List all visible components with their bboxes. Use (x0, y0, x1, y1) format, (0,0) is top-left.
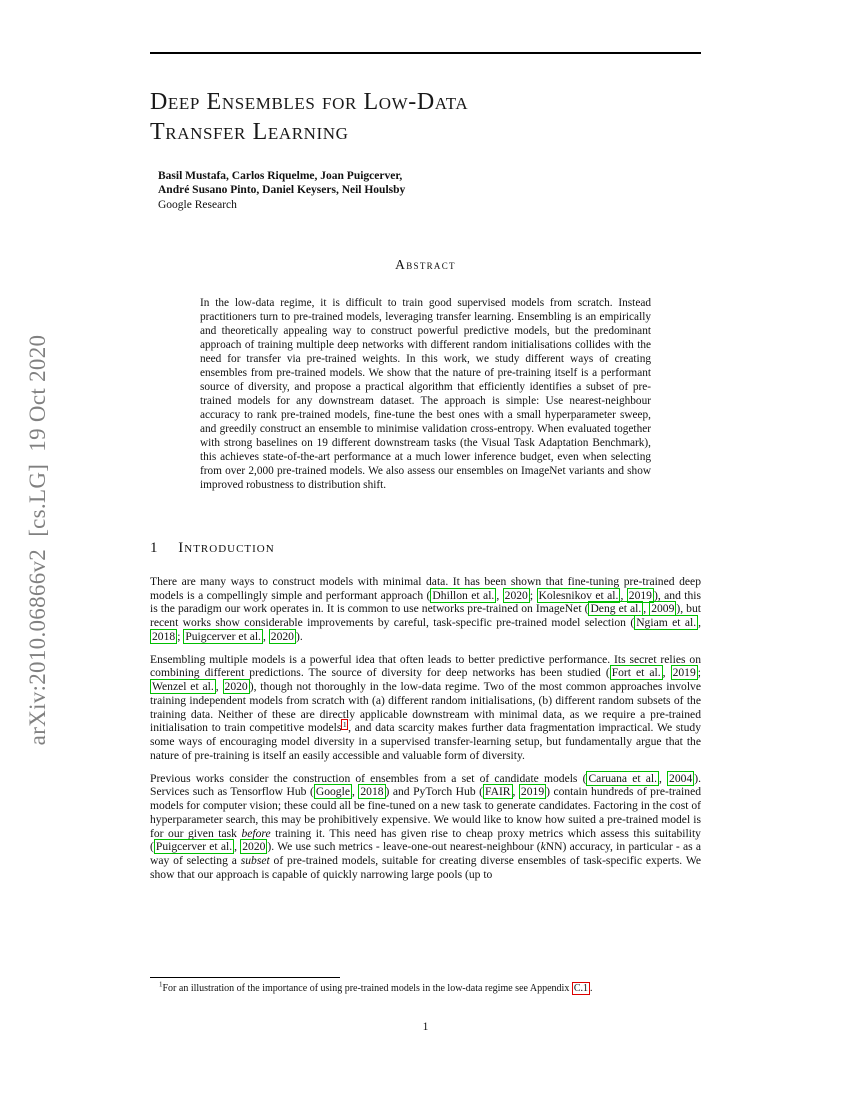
emphasis-text: before (241, 826, 271, 840)
intro-paragraph-1: There are many ways to construct models with minimal data. It has been shown that fine-tuning pre-trained deep models is a compellingly simple and performant approach ( Dhillon et al. , 2020 ; Kolesnikov et al. , 2019 ), and this is the paradigm our work operates in. It is common to use networks pre-trained on ImageNet ( Deng et al. , 2009 ), but recent works show considerable improvements by careful, task-specific pre-trained model selection ( Ngiam et al. , 2018 ; Puigcerver et al. , 2020 ). (150, 574, 702, 643)
footnote-text: $^1$For an illustration of the importance of using pre-trained models in the low-data regime see Appendix C.1 . (159, 980, 593, 994)
citation-link[interactable]: 2018 (152, 629, 176, 643)
citation-link[interactable]: 2019 (520, 785, 545, 799)
title-line-2: Transfer Learning (150, 119, 349, 145)
title-line-1: Deep Ensembles for Low-Data (150, 89, 469, 115)
author-block (158, 169, 701, 212)
citation-link[interactable]: 2019 (628, 588, 652, 602)
citation-link[interactable]: Puigcerver et al. (185, 629, 261, 643)
citation-link[interactable]: 2020 (270, 629, 294, 643)
footnote-rule (150, 977, 340, 978)
citation-link[interactable]: 2019 (672, 666, 696, 680)
citation-link[interactable]: Wenzel et al. (152, 680, 214, 694)
arxiv-watermark: arXiv:2010.06866v2 [cs.LG] 19 Oct 2020 (25, 334, 50, 746)
abstract-text: In the low-data regime, it is difficult to train good supervised models from scratch. Instead practitioners turn to pre-trained models, leveraging transfer learning. Ensembling is an empirically and theoretically appealing way to construct powerful predictive models, but the predominant approach of training multiple deep networks with different random initialisations collides with the need for transfer via pre-trained weights. In this work, we study different ways of creating ensembles from pre-trained models. We show that the nature of pre-training itself is a performant source of diversity, and propose a practical algorithm that efficiently identifies a subset of pre-trained models for any downstream dataset. The approach is simple: Use nearest-neighbour accuracy to rank pre-trained models, fine-tune the best ones with a small hyperparameter sweep, and greedily construct an ensemble to minimise validation cross-entropy. When evaluated together with strong baselines on 19 different downstream tasks (the Visual Task Adaptation Benchmark), this achieves state-of-the-art performance at a much lower inference budget, even when selecting from over 2,000 pre-trained models. We also assess our ensembles on ImageNet variants and show improved robustness to distribution shift. (200, 296, 651, 491)
paper-title (150, 87, 701, 147)
citation-link[interactable]: Kolesnikov et al. (538, 588, 619, 602)
author-names-line-1: Basil Mustafa, Carlos Riquelme, Joan Puigcerver, (158, 170, 403, 182)
section-number: 1 (150, 539, 158, 556)
citation-link[interactable]: 2020 (224, 680, 248, 694)
citation-link[interactable]: 2020 (242, 840, 266, 854)
footnote-marker[interactable]: 1 (342, 719, 347, 729)
citation-link[interactable]: 2009 (651, 602, 675, 616)
citation-link[interactable]: 2020 (504, 588, 528, 602)
citation-link[interactable]: Fort et al. (611, 666, 661, 680)
page-number: 1 (422, 1021, 429, 1033)
affiliation: Google Research (158, 198, 237, 211)
reference-link[interactable]: C.1 (573, 983, 589, 994)
intro-paragraph-3: Previous works consider the construction of ensembles from a set of candidate models ( Caruana et al. , 2004 ). Services such as Tensorflow Hub ( Google , 2018 ) and PyTorch Hub ( FAIR , 2019 ) contain hundreds of pre-trained models for computer vision; these could all be fine-tuned on a new task to generate candidates. Factoring in the cost of hyperparameter search, this may be prohibitively expensive. We would like to know how suited a pre-trained model is for our given task before training it. This need has given rise to cheap proxy metrics which assess this suitability ( Puigcerver et al. , 2020 ). We use such metrics - leave-one-out nearest-neighbour (kNN) accuracy, in particular - as a way of selecting a subset of pre-trained models, suitable for creating diverse ensembles of task-specific experts. We show that our approach is capable of quickly narrowing large pools (up to (150, 771, 702, 881)
citation-link[interactable]: Deng et al. (590, 602, 642, 616)
section-heading-introduction (150, 540, 701, 557)
citation-link[interactable]: Dhillon et al. (432, 588, 495, 602)
citation-link[interactable]: Puigcerver et al. (155, 840, 233, 854)
citation-link[interactable]: 2018 (360, 785, 384, 799)
author-names-line-2: André Susano Pinto, Daniel Keysers, Neil Houlsby (158, 184, 406, 197)
citation-link[interactable]: 2004 (669, 771, 693, 785)
abstract-heading: Abstract (395, 256, 456, 272)
intro-paragraph-2: Ensembling multiple models is a powerful idea that often leads to better predictive performance. Its secret relies on combining different predictions. The source of diversity for deep networks has been studied ( Fort et al. , 2019 ; Wenzel et al. , 2020 ), though not thoroughly in the low-data regime. Two of the most common approaches involve training independent models from scratch with (a) different random initialisations, (b) different random subsets of the training data. Neither of these are directly applicable downstream with minimal data, as we require a pre-trained initialisation to train competitive models $^1$ , and data scarcity makes further data fragmentation impractical. We study some ways of encouraging model diversity in a supervised transfer-learning setup, but fundamentally argue that the nature of pre-training is itself an easily accessible and valuable form of diversity. (150, 652, 701, 762)
emphasis-text: k (540, 840, 546, 854)
title-rule (150, 52, 701, 54)
citation-link[interactable]: FAIR (484, 785, 511, 799)
citation-link[interactable]: Google (315, 785, 350, 799)
text-column (150, 0, 701, 882)
section-title: Introduction (178, 539, 275, 556)
citation-link[interactable]: Caruana et al. (588, 771, 657, 785)
footnote-number: 1 (159, 980, 163, 989)
citation-link[interactable]: Ngiam et al. (636, 616, 697, 630)
emphasis-text: subset (240, 854, 270, 868)
